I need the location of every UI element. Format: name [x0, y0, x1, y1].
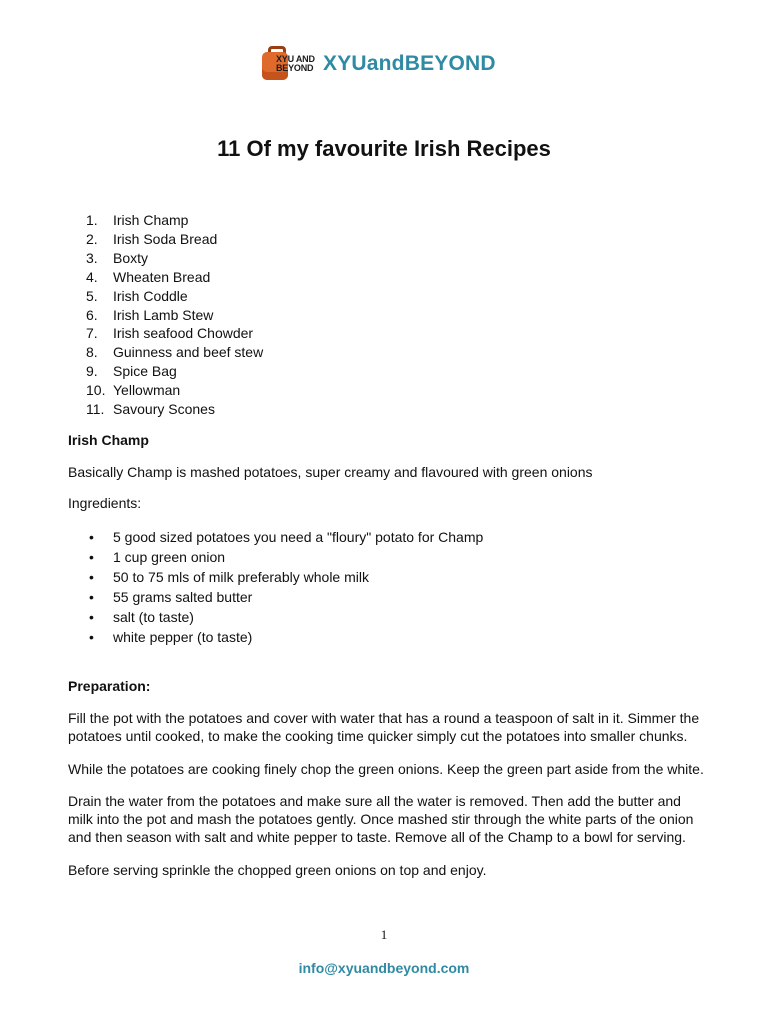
footer-email-link[interactable]: info@xyuandbeyond.com — [298, 960, 470, 976]
paragraph-line: Fill the pot with the potatoes and cover with water that has a round a teaspoon of salt in it. Simmer the — [68, 710, 700, 726]
list-item-label: Spice Bag — [113, 363, 177, 380]
list-item-label: Yellowman — [113, 382, 181, 399]
section-intro: Basically Champ is mashed potatoes, super creamy and flavoured with green onions — [68, 464, 593, 480]
ingredients-list — [86, 528, 483, 647]
list-number: 2. — [86, 230, 98, 247]
paragraph-line: While the potatoes are cooking finely chop the green onions. Keep the green part aside from the white. — [68, 761, 704, 777]
list-item — [86, 211, 263, 230]
list-item-label: Irish Soda Bread — [113, 230, 218, 247]
bullet-icon: • — [89, 588, 94, 605]
preparation-paragraph-4 — [68, 861, 486, 879]
preparation-paragraph-2 — [68, 760, 704, 778]
bullet-icon: • — [89, 608, 94, 625]
ingredient-text: 50 to 75 mls of milk preferably whole milk — [113, 568, 369, 585]
bullet-icon: • — [89, 529, 94, 545]
list-item — [86, 268, 263, 287]
list-item — [86, 362, 263, 381]
list-item — [86, 548, 483, 568]
list-item-label: Savoury Scones — [113, 401, 215, 418]
list-item — [86, 306, 263, 325]
list-item-label: Irish Lamb Stew — [113, 306, 214, 323]
list-item — [86, 400, 263, 419]
list-number: 11. — [86, 401, 105, 418]
bullet-icon: • — [89, 628, 94, 645]
list-item — [86, 528, 483, 548]
list-item — [86, 343, 263, 362]
list-item — [86, 230, 263, 249]
list-item — [86, 568, 483, 588]
ingredient-text: white pepper (to taste) — [113, 628, 253, 645]
logo-badge — [262, 46, 322, 82]
list-number: 1. — [86, 212, 98, 228]
list-number: 9. — [86, 363, 98, 380]
list-number: 5. — [86, 287, 98, 304]
list-item — [86, 588, 483, 608]
list-item-label: Boxty — [113, 249, 149, 266]
list-item — [86, 628, 483, 648]
list-item-label: Irish seafood Chowder — [113, 325, 254, 342]
list-number: 4. — [86, 268, 98, 285]
page-title: 11 Of my favourite Irish Recipes — [217, 136, 551, 161]
logo-badge-text — [276, 55, 315, 73]
list-number: 8. — [86, 344, 98, 361]
paragraph-line: and then season with salt and white pepper to taste. Remove all of the Champ to a bowl for serving. — [68, 829, 686, 845]
preparation-label: Preparation: — [68, 678, 151, 694]
ingredient-text: 5 good sized potatoes you need a "floury" potato for Champ — [113, 529, 484, 545]
logo-badge-line2: BEYOND — [276, 63, 314, 73]
ingredient-text: 55 grams salted butter — [113, 588, 253, 605]
list-item — [86, 324, 263, 343]
list-number: 10. — [86, 382, 106, 399]
logo-wordmark: XYUandBEYOND — [323, 52, 496, 75]
list-number: 3. — [86, 249, 98, 266]
site-logo[interactable] — [262, 46, 496, 82]
paragraph-line: potatoes until cooked, to make the cooking time quicker simply cut the potatoes into smaller chunks. — [68, 728, 688, 744]
section-heading: Irish Champ — [68, 432, 149, 448]
logo-badge-line1: XYU AND — [276, 54, 315, 64]
ingredient-text: salt (to taste) — [113, 608, 194, 625]
paragraph-line: Before serving sprinkle the chopped green onions on top and enjoy. — [68, 862, 487, 878]
list-item — [86, 608, 483, 628]
ingredients-label: Ingredients: — [68, 495, 142, 511]
list-number: 7. — [86, 325, 98, 342]
list-item-label: Irish Champ — [113, 212, 189, 228]
list-item — [86, 249, 263, 268]
preparation-paragraph-3 — [68, 792, 693, 846]
page-number: 1 — [380, 927, 388, 942]
list-item-label: Irish Coddle — [113, 287, 188, 304]
list-item — [86, 287, 263, 306]
list-number: 6. — [86, 306, 98, 323]
list-item-label: Guinness and beef stew — [113, 344, 264, 361]
paragraph-line: milk into the pot and mash the potatoes gently. Once mashed stir through the white parts of the onion — [68, 811, 694, 827]
bullet-icon: • — [89, 548, 94, 565]
recipe-list — [86, 211, 263, 419]
bullet-icon: • — [89, 568, 94, 585]
preparation-paragraph-1 — [68, 709, 699, 745]
list-item — [86, 381, 263, 400]
ingredient-text: 1 cup green onion — [113, 548, 226, 565]
paragraph-line: Drain the water from the potatoes and make sure all the water is removed. Then add the butter and — [68, 793, 681, 809]
list-item-label: Wheaten Bread — [113, 268, 211, 285]
